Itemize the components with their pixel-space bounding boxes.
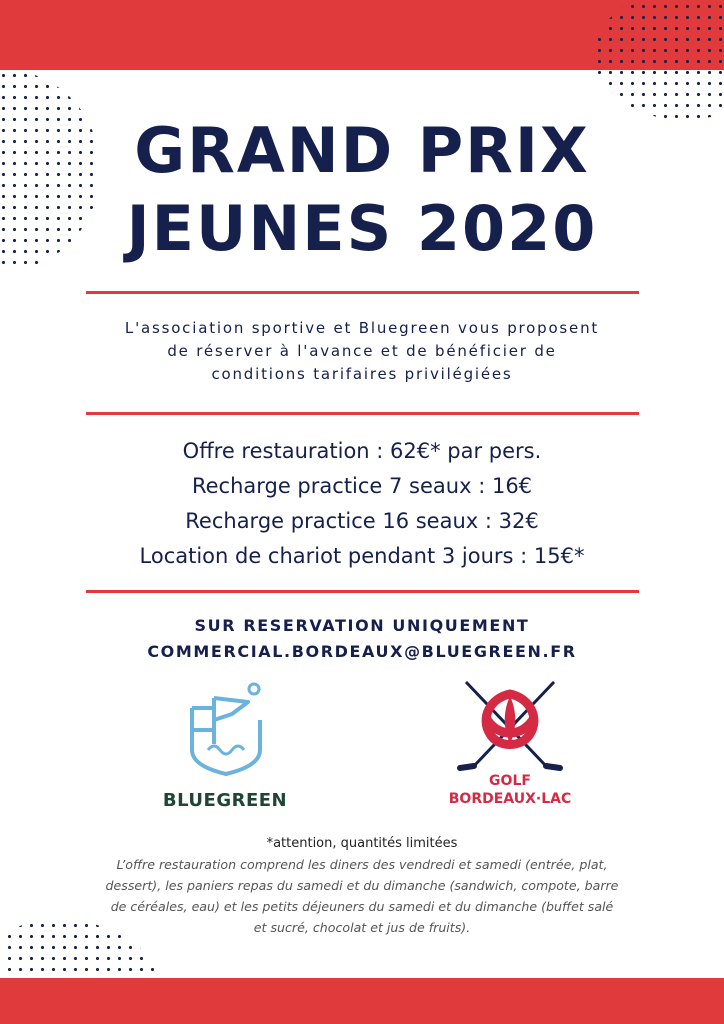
crossed-clubs-knot-icon bbox=[450, 678, 570, 774]
intro-line-1: L'association sportive et Bluegreen vous proposent bbox=[124, 319, 600, 337]
bluegreen-wordmark: BLUEGREEN bbox=[162, 790, 288, 811]
offer-item-practice-7: Recharge practice 7 seaux : 16€ bbox=[191, 474, 533, 498]
offer-item-chariot: Location de chariot pendant 3 jours : 15€* bbox=[139, 544, 585, 568]
reservation-email-link[interactable]: COMMERCIAL.BORDEAUX@BLUEGREEN.FR bbox=[147, 642, 577, 661]
divider-2 bbox=[86, 412, 639, 415]
poster-title bbox=[0, 112, 724, 268]
reservation-notice: SUR RESERVATION UNIQUEMENT bbox=[194, 616, 530, 635]
footnote-body bbox=[30, 854, 694, 938]
bottom-red-band bbox=[0, 978, 724, 1024]
title-line-2: JEUNES 2020 bbox=[126, 192, 598, 265]
footnote-line-1: L’offre restauration comprend les diners des vendredi et samedi (entrée, plat, bbox=[116, 857, 608, 872]
dot-pattern-top-right bbox=[594, 0, 724, 120]
divider-1 bbox=[86, 291, 639, 294]
intro-text bbox=[60, 317, 664, 386]
footnote-line-2: dessert), les paniers repas du samedi et du dimanche (sandwich, compote, barre bbox=[105, 878, 619, 893]
golf-place-wordmark: BORDEAUX·LAC bbox=[448, 791, 572, 807]
offer-item-restauration: Offre restauration : 62€* par pers. bbox=[182, 439, 542, 463]
offers-list bbox=[40, 434, 684, 574]
flag-shield-icon bbox=[186, 680, 266, 780]
intro-line-2: de réserver à l'avance et de bénéficier de bbox=[167, 342, 557, 360]
footnotes bbox=[30, 834, 694, 938]
footnote-heading: *attention, quantités limitées bbox=[266, 836, 458, 851]
offer-item-practice-16: Recharge practice 16 seaux : 32€ bbox=[185, 509, 539, 533]
reservation-block bbox=[40, 613, 684, 665]
footnote-line-3: de céréales, eau) et les petits déjeuners du samedi et du dimanche (buffet salé bbox=[110, 899, 614, 914]
title-line-1: GRAND PRIX bbox=[134, 114, 590, 187]
intro-line-3: conditions tarifaires privilégiées bbox=[211, 365, 513, 383]
golf-bordeaux-lac-logo bbox=[440, 678, 580, 818]
divider-3 bbox=[86, 590, 639, 593]
footnote-line-4: et sucré, chocolat et jus de fruits). bbox=[253, 920, 471, 935]
golf-wordmark: GOLF bbox=[489, 773, 531, 789]
bluegreen-logo bbox=[150, 680, 300, 810]
